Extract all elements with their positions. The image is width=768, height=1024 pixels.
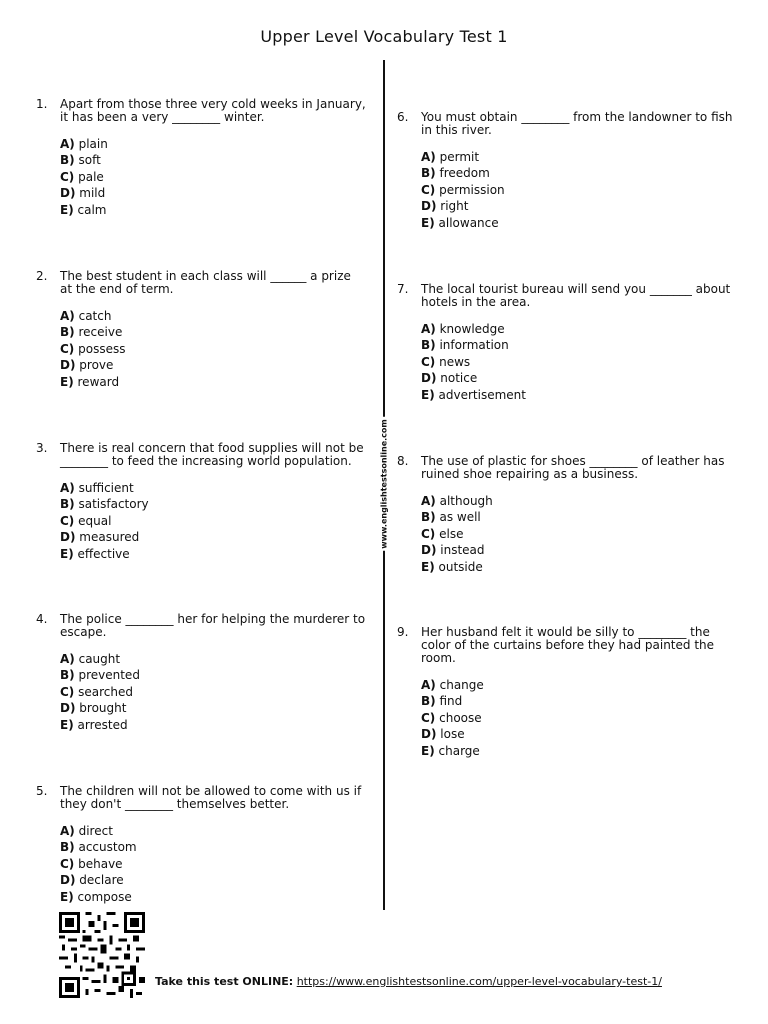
option-e[interactable]: E) calm [60,202,107,217]
option-b[interactable]: B) as well [421,510,481,525]
question-number: 2. [36,269,48,283]
option-e[interactable]: E) arrested [60,717,128,732]
option-a[interactable]: A) caught [60,652,121,666]
option-d[interactable]: D) mild [60,186,106,201]
question-number: 4. [36,612,48,626]
option-d[interactable]: D) measured [60,530,140,545]
option-e[interactable]: E) effective [60,546,130,561]
option-e[interactable]: E) advertisement [421,387,526,402]
option-list [60,308,366,390]
question-number: 9. [397,625,409,639]
footer-label: Take this test ONLINE: [155,975,294,988]
option-b[interactable]: B) receive [60,325,123,340]
question-number: 5. [36,784,48,798]
option-c[interactable]: C) else [421,526,464,541]
option-d[interactable]: D) lose [421,727,465,742]
option-b[interactable]: B) soft [60,153,101,168]
question-text: Her husband felt it would be silly to ________ the color of the curtains before they had painted the room. [421,625,715,665]
question-4 [36,613,366,733]
option-d[interactable]: D) right [421,199,469,214]
option-a[interactable]: A) direct [60,824,113,838]
question-number: 6. [397,110,409,124]
option-a[interactable]: A) change [421,678,484,692]
question-text: The best student in each class will ______ a prize at the end of term. [60,269,351,296]
option-d[interactable]: D) prove [60,358,114,373]
option-a[interactable]: A) catch [60,309,112,323]
question-5 [36,785,366,905]
footer [155,975,662,988]
option-list [421,677,742,759]
option-list [421,321,737,403]
question-text: You must obtain ________ from the landowner to fish in this river. [421,110,733,137]
option-e[interactable]: E) outside [421,559,483,574]
question-2 [36,270,366,390]
qr-code-icon[interactable] [58,912,146,998]
question-text: The use of plastic for shoes ________ of leather has ruined shoe repairing as a business. [421,454,725,481]
option-c[interactable]: C) searched [60,684,133,699]
option-a[interactable]: A) permit [421,150,480,164]
option-a[interactable]: A) although [421,494,493,508]
option-c[interactable]: C) pale [60,169,104,184]
option-d[interactable]: D) instead [421,543,485,558]
option-b[interactable]: B) accustom [60,840,137,855]
question-3 [36,442,366,562]
question-number: 7. [397,282,409,296]
option-b[interactable]: B) freedom [421,166,490,181]
option-c[interactable]: C) behave [60,856,123,871]
question-number: 3. [36,441,48,455]
option-c[interactable]: C) news [421,354,471,369]
question-number: 1. [36,97,48,111]
option-b[interactable]: B) find [421,694,463,709]
option-list [60,480,366,562]
option-a[interactable]: A) knowledge [421,322,505,336]
question-6 [397,111,737,231]
option-d[interactable]: D) declare [60,873,124,888]
question-number: 8. [397,454,409,468]
question-7 [397,283,737,403]
option-list [60,651,366,733]
question-text: The local tourist bureau will send you _______ about hotels in the area. [421,282,731,309]
question-8 [397,455,737,575]
side-watermark: www.englishtestsonline.com [379,419,389,549]
option-e[interactable]: E) compose [60,889,132,904]
option-c[interactable]: C) permission [421,182,505,197]
question-text: There is real concern that food supplies will not be ________ to feed the increasing world population. [60,441,364,468]
option-e[interactable]: E) reward [60,374,120,389]
option-c[interactable]: C) choose [421,710,482,725]
question-1 [36,98,366,218]
option-e[interactable]: E) allowance [421,215,499,230]
option-b[interactable]: B) satisfactory [60,497,149,512]
question-9 [397,626,742,759]
option-b[interactable]: B) information [421,338,509,353]
option-d[interactable]: D) brought [60,701,127,716]
option-c[interactable]: C) possess [60,341,126,356]
option-list [60,823,366,905]
option-list [60,136,366,218]
question-text: Apart from those three very cold weeks in January, it has been a very ________ winter. [60,97,366,124]
question-text: The children will not be allowed to come with us if they don't ________ themselves better. [60,784,362,811]
option-a[interactable]: A) sufficient [60,481,134,495]
option-list [421,149,737,231]
option-e[interactable]: E) charge [421,743,480,758]
option-a[interactable]: A) plain [60,137,108,151]
test-online-link[interactable]: https://www.englishtestsonline.com/upper-level-vocabulary-test-1/ [296,975,662,988]
option-b[interactable]: B) prevented [60,668,140,683]
option-list [421,493,737,575]
question-text: The police ________ her for helping the murderer to escape. [60,612,366,639]
option-d[interactable]: D) notice [421,371,478,386]
option-c[interactable]: C) equal [60,513,112,528]
page-title: Upper Level Vocabulary Test 1 [260,27,508,46]
